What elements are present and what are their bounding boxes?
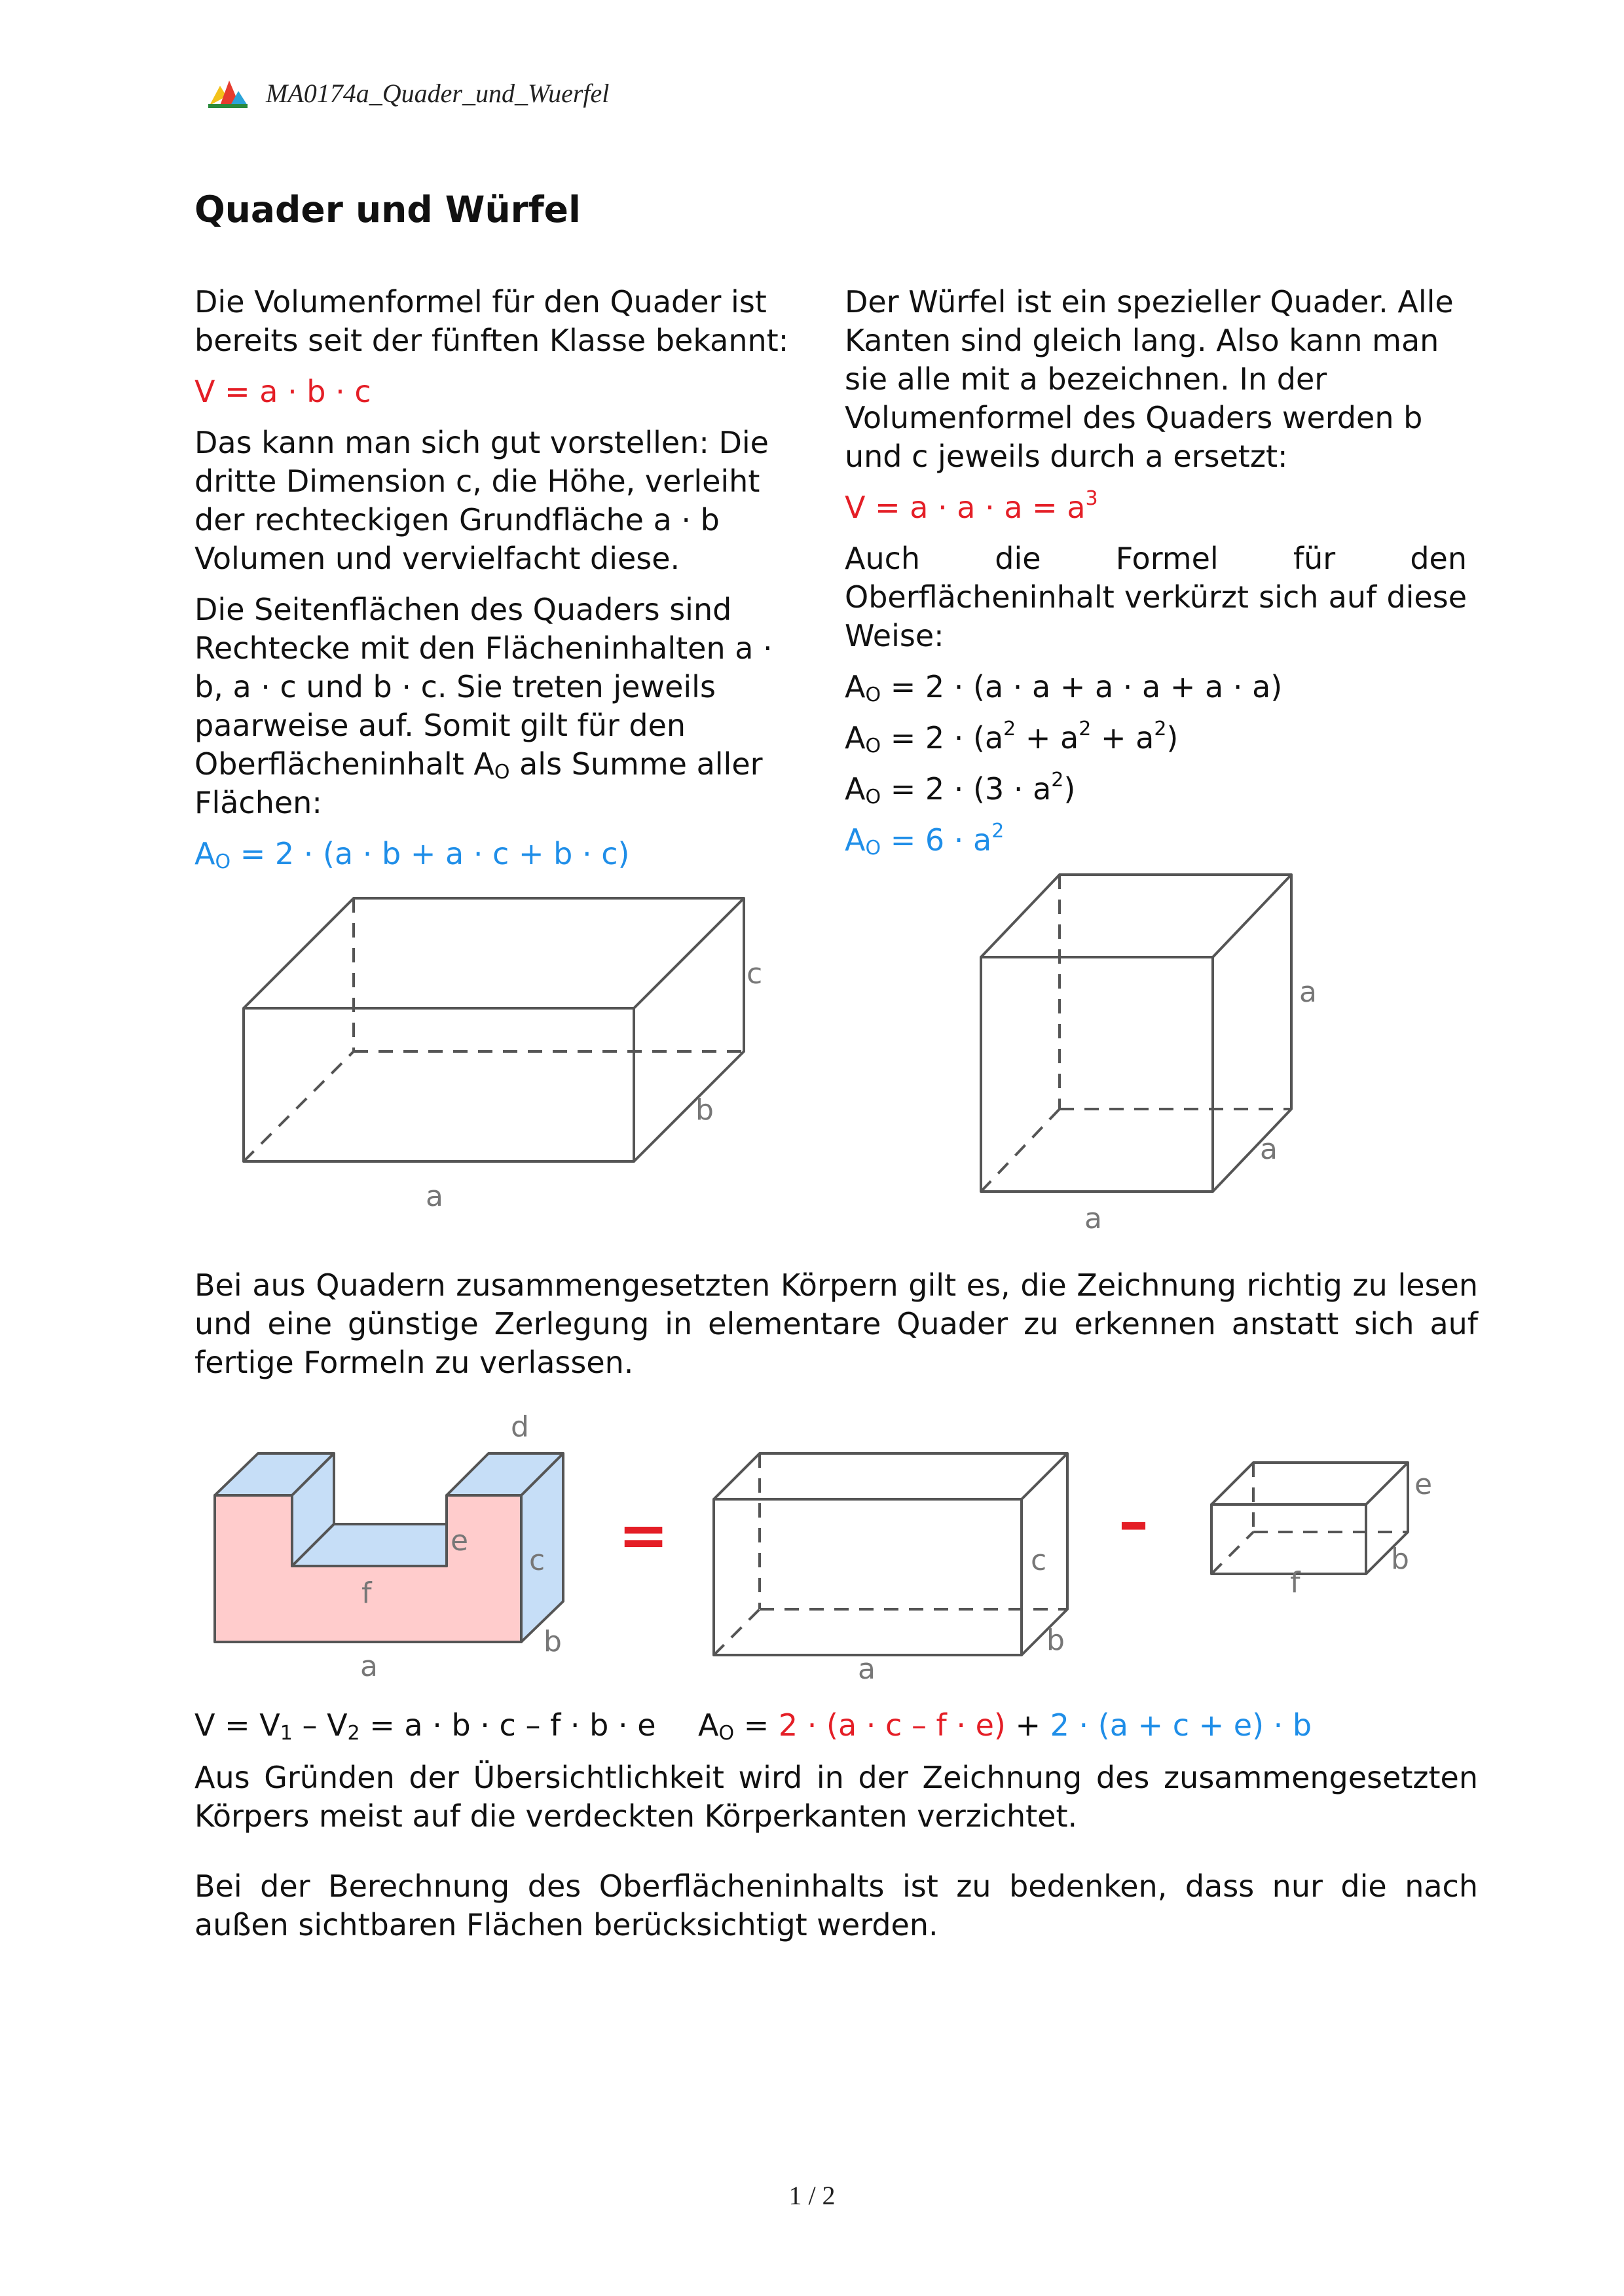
header-filename: MA0174a_Quader_und_Wuerfel <box>266 78 610 108</box>
small-box-label-f: f <box>1290 1566 1301 1599</box>
surface-formula-wuerfel: $A_O = 6 \cdot a^2$ <box>845 820 1005 860</box>
small-box-label-e: e <box>1414 1468 1433 1501</box>
composite-surface-formula: $A_O = 2 \cdot (a \cdot c - f \cdot e) + 2 \cdot (a + c + e) \cdot b$ <box>698 1707 1312 1745</box>
composite-label-a: a <box>360 1650 378 1683</box>
composite-diagram <box>215 1453 563 1642</box>
wuerfel-formula-step-2: $A_O = 2 \cdot (a^2 + a^2 + a^2)$ <box>845 718 1179 757</box>
wuerfel-diagram <box>981 875 1291 1192</box>
wuerfel-label-a-height: a <box>1299 975 1317 1009</box>
composite-label-b: b <box>544 1625 562 1658</box>
surface-paragraph: Bei der Berechnung des Oberflächeninhalts ist zu bedenken, dass nur die nach außen sichtbaren Flächen berücksichtigt werden. <box>194 1868 1478 1942</box>
quader-diagram <box>244 898 744 1161</box>
composite-paragraph: Bei aus Quadern zusammengesetzten Körpern gilt es, die Zeichnung richtig zu lesen und eine günstige Zerlegung in elementare Quader zu erkennen anstatt sich auf fertige Formeln zu verlassen. <box>194 1267 1478 1380</box>
left-paragraph-2: Das kann man sich gut vorstellen: Die dritte Dimension c, die Höhe, verleiht der rechteckigen Grundfläche a · b Volumen und vervielfacht diese. <box>194 425 769 576</box>
quader-label-c: c <box>747 957 763 991</box>
volume-formula-wuerfel: $V = a \cdot a \cdot a = a^3$ <box>845 487 1098 525</box>
composite-label-d: d <box>511 1410 529 1444</box>
small-box-label-b: b <box>1391 1542 1409 1576</box>
wuerfel-label-a-width: a <box>1084 1202 1102 1235</box>
wuerfel-label-a-depth: a <box>1260 1133 1278 1166</box>
big-box-label-a: a <box>858 1652 876 1686</box>
left-paragraph-1: Die Volumenformel für den Quader ist bereits seit der fünften Klasse bekannt: <box>194 284 789 358</box>
quader-label-a: a <box>426 1180 443 1213</box>
wuerfel-formula-step-1: $A_O = 2 \cdot (a \cdot a + a \cdot a + a \cdot a)$ <box>845 669 1283 706</box>
right-paragraph-1: Der Würfel ist ein spezieller Quader. Alle Kanten sind gleich lang. Also kann man sie alle mit a bezeichnen. In der Volumenformel des Quaders werden b und c jeweils durch a ersetzt: <box>845 284 1454 474</box>
equals-sign: = <box>618 1500 669 1570</box>
small-box-diagram <box>1211 1463 1408 1574</box>
surface-formula-quader: $A_O = 2 \cdot (a \cdot b + a \cdot c + b \cdot c)$ <box>194 836 630 873</box>
composite-label-c: c <box>529 1544 545 1577</box>
quader-label-b: b <box>695 1093 714 1127</box>
volume-formula-quader: V = a · b · c <box>194 374 371 409</box>
big-box-diagram <box>714 1453 1067 1655</box>
page-title: Quader und Würfel <box>194 189 581 230</box>
big-box-label-c: c <box>1031 1544 1047 1577</box>
composite-volume-formula: $V = V_1 - V_2 = a \cdot b \cdot c - f \cdot b \cdot e$ <box>194 1707 656 1745</box>
wuerfel-formula-step-3: $A_O = 2 \cdot (3 \cdot a^2)$ <box>845 769 1076 809</box>
left-paragraph-3: Die Seitenflächen des Quaders sind Rechtecke mit den Flächeninhalten a · b, a · c und b · c. Sie treten jeweils paarweise auf. Somit gilt für den Oberflächeninhalt $A_O$ als Summe aller Flächen: <box>194 592 773 820</box>
page-number: 1 / 2 <box>788 2181 836 2210</box>
composite-label-f: f <box>361 1576 372 1610</box>
big-box-label-b: b <box>1046 1624 1065 1657</box>
hidden-edges-paragraph: Aus Gründen der Übersichtlichkeit wird in der Zeichnung des zusammengesetzten Körpers meist auf die verdeckten Körperkanten verzichtet. <box>194 1760 1478 1834</box>
minus-sign: – <box>1118 1487 1149 1557</box>
right-paragraph-2: Auch die Formel für den Oberflächeninhalt verkürzt sich auf diese Weise: <box>845 541 1467 653</box>
composite-label-e: e <box>451 1524 469 1558</box>
